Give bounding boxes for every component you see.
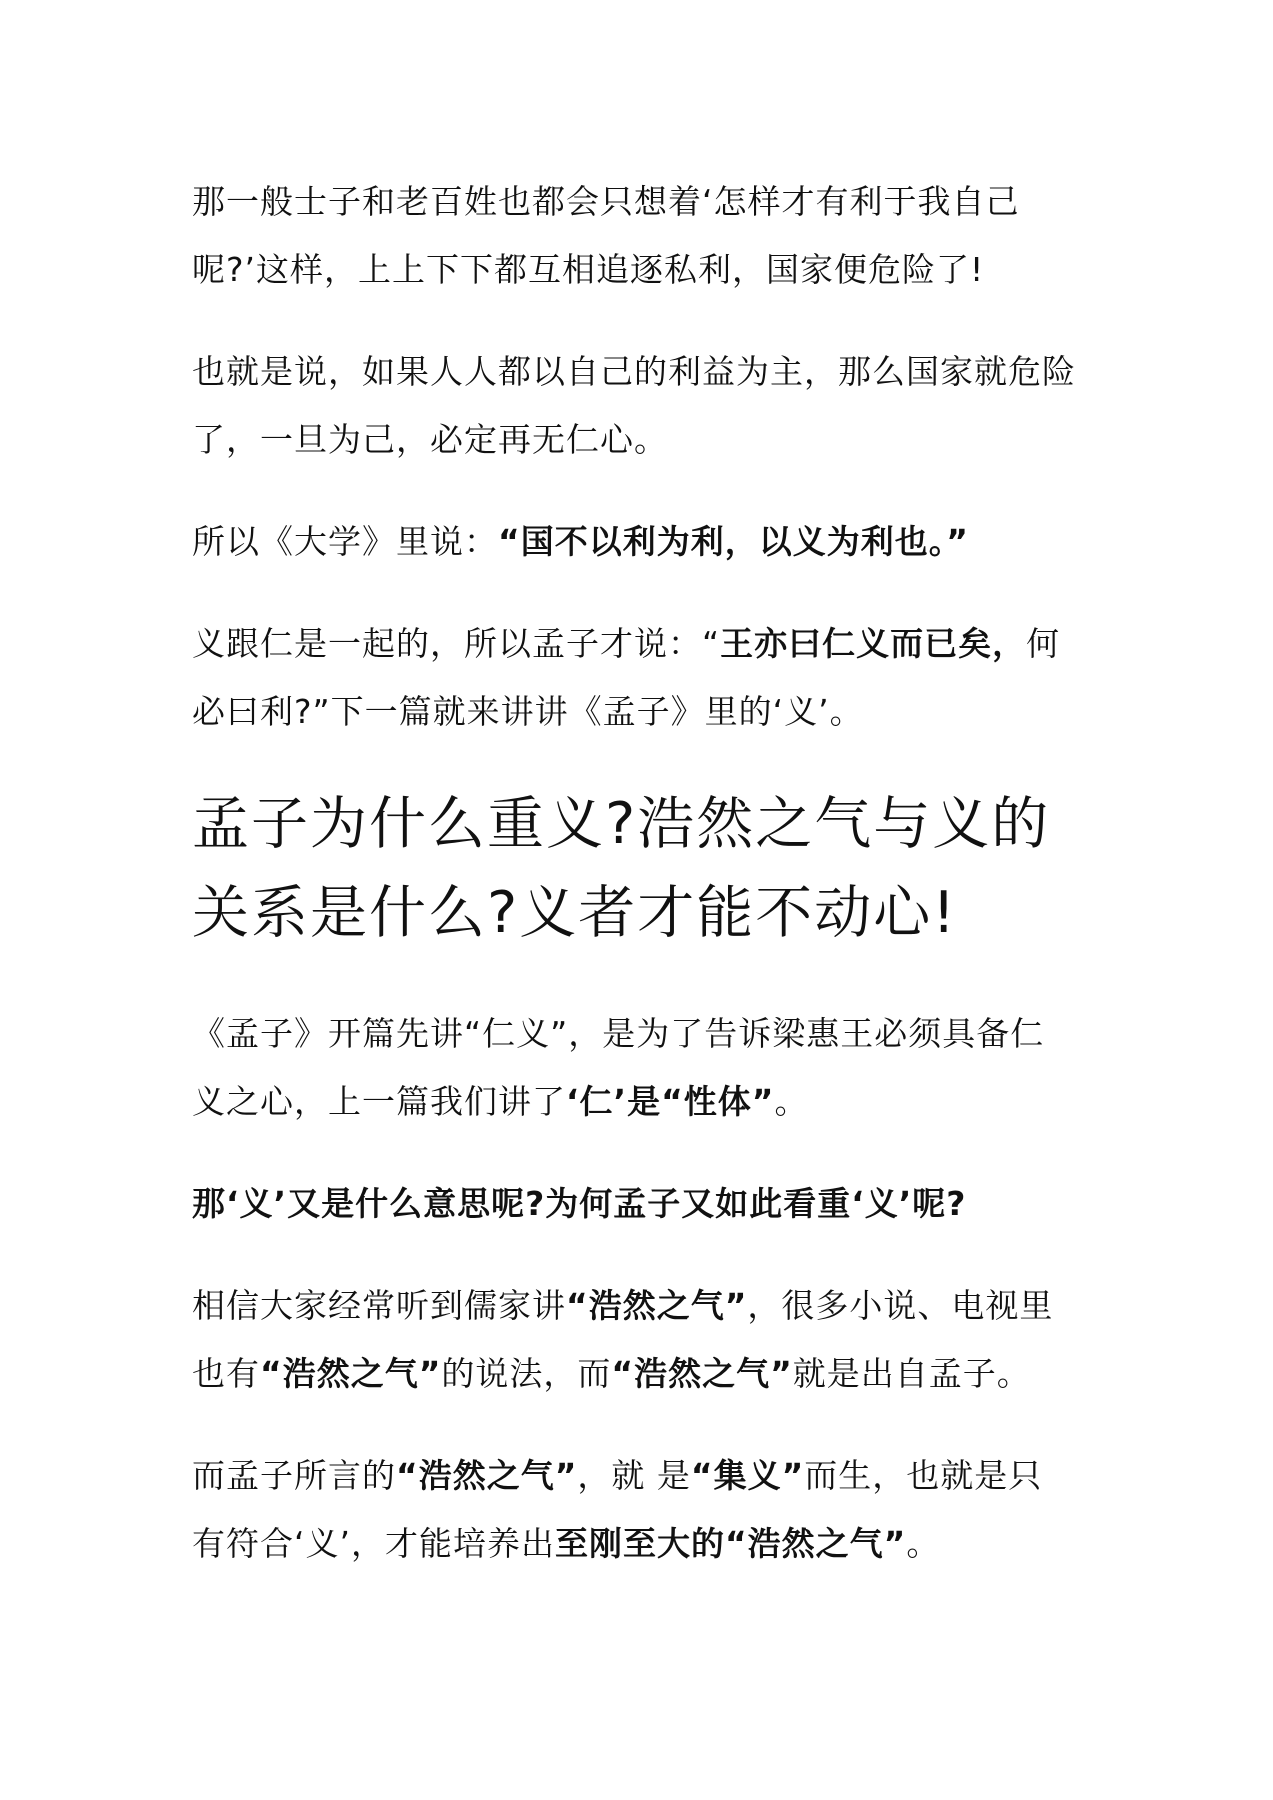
- paragraph-7-line-2: [192, 1340, 1092, 1408]
- paragraph-4: [192, 610, 1092, 746]
- paragraph-4-line-2: 必曰利?”下一篇就来讲讲《孟子》里的‘义’。: [192, 692, 864, 731]
- paragraph-8-text-e: 而生，也就是只: [804, 1456, 1043, 1495]
- section-heading-line-2: 关系是什么?义者才能不动心!: [192, 880, 958, 946]
- paragraph-7-text-c: ，很多小说、电视里: [747, 1286, 1054, 1325]
- paragraph-7-bold-b: “浩然之气”: [566, 1286, 748, 1325]
- paragraph-8: [192, 1442, 1092, 1578]
- paragraph-4-text: 义跟仁是一起的，所以孟子才说：“: [192, 624, 721, 663]
- paragraph-7-text-a: 相信大家经常听到儒家讲: [192, 1286, 566, 1325]
- paragraph-6-line-1: 那‘义’又是什么意思呢?为何孟子又如此看重‘义’呢?: [192, 1184, 967, 1223]
- paragraph-8-text-a: 而孟子所言的: [192, 1456, 396, 1495]
- paragraph-5-line-1: 《孟子》开篇先讲“仁义”，是为了告诉梁惠王必须具备仁: [192, 1014, 1045, 1053]
- paragraph-2-line-1: 也就是说，如果人人都以自己的利益为主，那么国家就危险: [192, 352, 1076, 391]
- paragraph-5-line-2: [192, 1068, 1092, 1136]
- paragraph-5: [192, 1000, 1092, 1136]
- paragraph-8-bold-d: “集义”: [690, 1456, 805, 1495]
- paragraph-8-bold-b: “浩然之气”: [396, 1456, 578, 1495]
- paragraph-1-line-1: 那一般士子和老百姓也都会只想着‘怎样才有利于我自己: [192, 182, 1020, 221]
- paragraph-5-end: 。: [774, 1082, 809, 1121]
- section-heading-line-1: 孟子为什么重义?浩然之气与义的: [192, 791, 1051, 857]
- paragraph-3: [192, 508, 1092, 576]
- paragraph-3-line-1: [192, 508, 1092, 576]
- paragraph-5-bold: ‘仁’是“性体”: [566, 1082, 775, 1121]
- paragraph-5-text: 义之心，上一篇我们讲了: [192, 1082, 566, 1121]
- paragraph-1-line-2: 呢?’这样，上上下下都互相追逐私利，国家便危险了!: [192, 250, 985, 289]
- paragraph-4-text-end: 何: [1026, 624, 1061, 663]
- paragraph-2: [192, 338, 1092, 474]
- paragraph-2-line-2: 了，一旦为己，必定再无仁心。: [192, 420, 668, 459]
- paragraph-7-line-1: [192, 1272, 1092, 1340]
- paragraph-7-bold-g: “浩然之气”: [611, 1354, 793, 1393]
- paragraph-7-text-d: 也有: [192, 1354, 260, 1393]
- paragraph-7-text-h: 就是出自孟子。: [792, 1354, 1031, 1393]
- section-heading: [192, 780, 1092, 958]
- paragraph-1: [192, 168, 1092, 304]
- paragraph-8-text-h: 。: [906, 1524, 941, 1563]
- paragraph-3-text: 所以《大学》里说：: [192, 522, 498, 561]
- paragraph-4-quote-bold: 王亦曰仁义而已矣，: [720, 624, 1027, 663]
- paragraph-3-quote-bold: “国不以利为利，以义为利也。”: [498, 522, 969, 561]
- paragraph-8-line-1: [192, 1442, 1092, 1510]
- paragraph-8-text-c: ，就 是: [577, 1456, 691, 1495]
- paragraph-4-line-1: [192, 610, 1092, 678]
- paragraph-7: [192, 1272, 1092, 1408]
- paragraph-7-bold-e: “浩然之气”: [260, 1354, 442, 1393]
- document-page: [192, 168, 1092, 1612]
- paragraph-8-bold-g: 至刚至大的“浩然之气”: [554, 1524, 907, 1563]
- paragraph-8-text-f: 有符合‘义’，才能培养出: [192, 1524, 555, 1563]
- paragraph-6-bold-question: [192, 1170, 1092, 1238]
- paragraph-8-line-2: [192, 1510, 1092, 1578]
- paragraph-7-text-f: 的说法，而: [441, 1354, 612, 1393]
